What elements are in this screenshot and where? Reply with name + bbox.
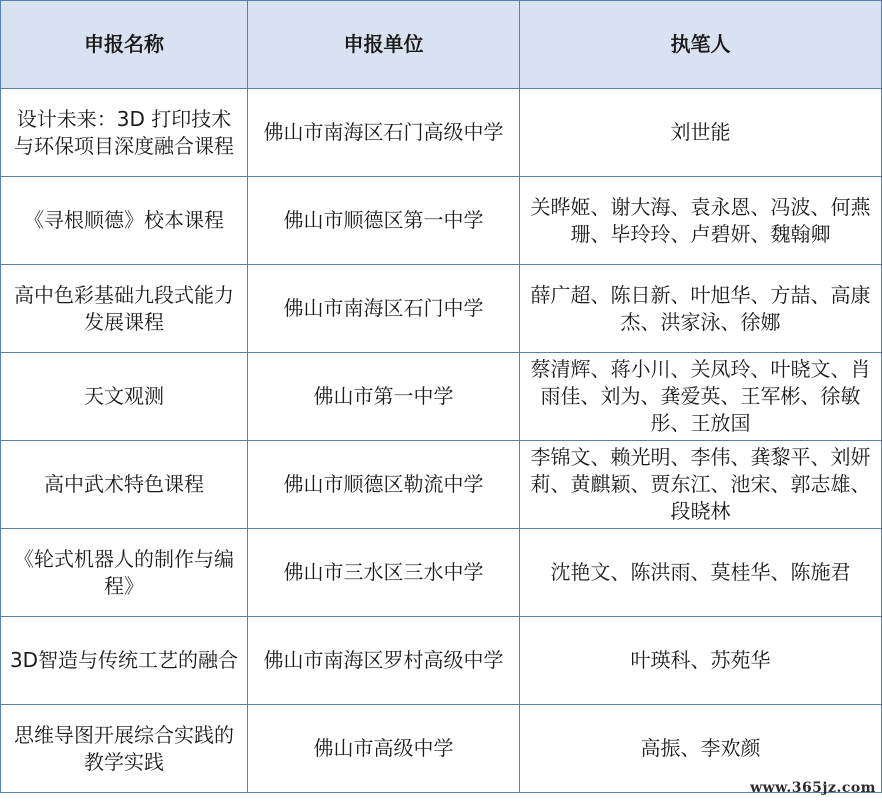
cell-authors: 薛广超、陈日新、叶旭华、方喆、高康杰、洪家泳、徐娜: [520, 265, 882, 353]
cell-authors: 李锦文、赖光明、李伟、龚黎平、刘妍莉、黄麒颖、贾东江、池宋、郭志雄、段晓林: [520, 441, 882, 529]
table-row: [1, 617, 882, 705]
header-unit: 申报单位: [248, 1, 520, 89]
cell-unit: 佛山市第一中学: [248, 353, 520, 441]
cell-name: 《寻根顺德》校本课程: [1, 177, 248, 265]
cell-unit: 佛山市三水区三水中学: [248, 529, 520, 617]
table-row: [1, 177, 882, 265]
cell-authors: 刘世能: [520, 89, 882, 177]
cell-authors: 蔡清辉、蒋小川、关凤玲、叶晓文、肖雨佳、刘为、龚爱英、王军彬、徐敏彤、王放国: [520, 353, 882, 441]
cell-name: 高中色彩基础九段式能力发展课程: [1, 265, 248, 353]
cell-name: 天文观测: [1, 353, 248, 441]
cell-name: 《轮式机器人的制作与编程》: [1, 529, 248, 617]
table-row: [1, 353, 882, 441]
cell-authors: 关晔姬、谢大海、袁永恩、冯波、何燕珊、毕玲玲、卢碧妍、魏翰卿: [520, 177, 882, 265]
cell-name: 3D智造与传统工艺的融合: [1, 617, 248, 705]
header-authors: 执笔人: [520, 1, 882, 89]
table-row: [1, 265, 882, 353]
cell-name: 高中武术特色课程: [1, 441, 248, 529]
cell-authors: 沈艳文、陈洪雨、莫桂华、陈施君: [520, 529, 882, 617]
cell-authors: 高振、李欢颜: [520, 705, 882, 793]
site-watermark: www.365jz.com: [750, 780, 876, 796]
cell-unit: 佛山市高级中学: [248, 705, 520, 793]
cell-authors: 叶瑛科、苏苑华: [520, 617, 882, 705]
cell-unit: 佛山市南海区石门高级中学: [248, 89, 520, 177]
cell-unit: 佛山市顺德区勒流中学: [248, 441, 520, 529]
cell-unit: 佛山市南海区罗村高级中学: [248, 617, 520, 705]
table-row: [1, 441, 882, 529]
table-header-row: [1, 1, 882, 89]
cell-name: 设计未来：3D 打印技术与环保项目深度融合课程: [1, 89, 248, 177]
cell-unit: 佛山市顺德区第一中学: [248, 177, 520, 265]
cell-name: 思维导图开展综合实践的教学实践: [1, 705, 248, 793]
header-name: 申报名称: [1, 1, 248, 89]
table-row: [1, 89, 882, 177]
table-row: [1, 529, 882, 617]
cell-unit: 佛山市南海区石门中学: [248, 265, 520, 353]
